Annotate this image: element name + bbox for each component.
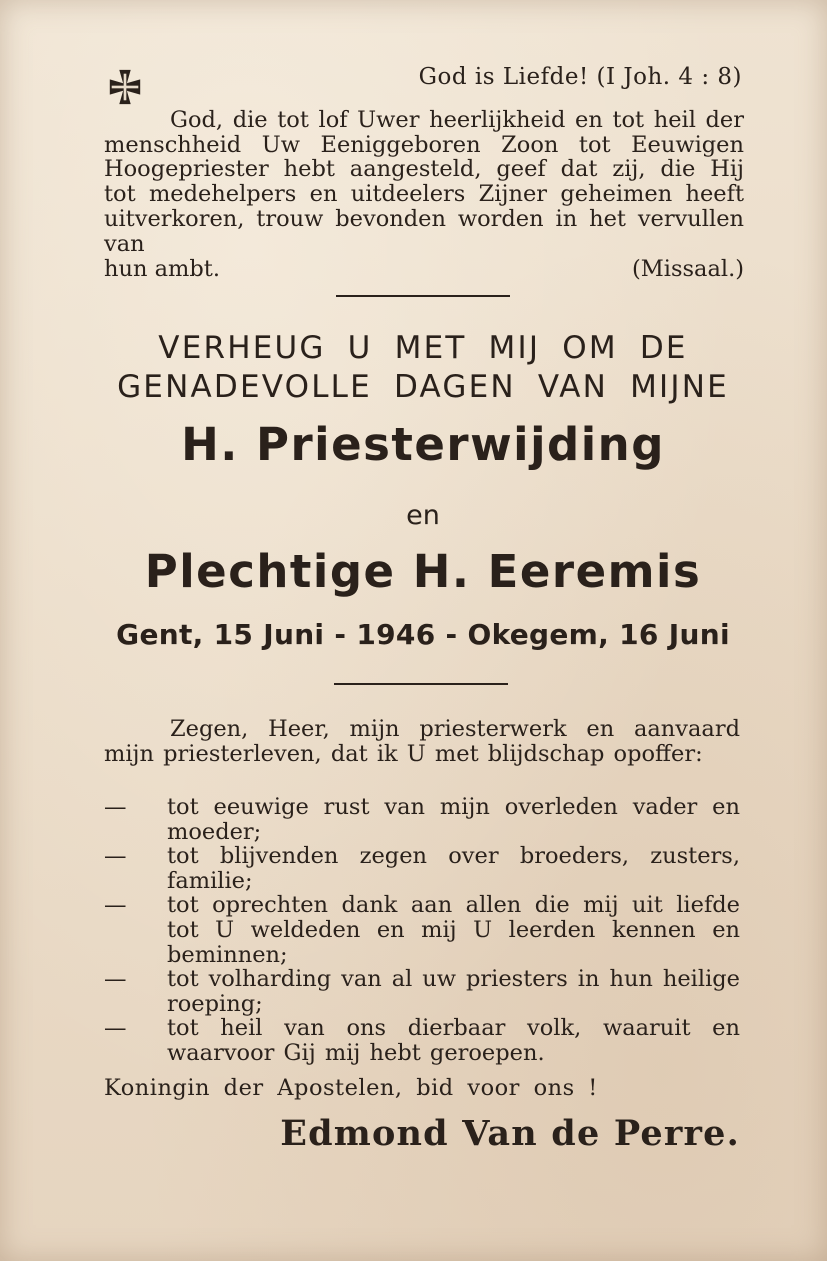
list-item [104, 967, 740, 1016]
missal-prayer: God, die tot lof Uwer heerlijkheid en tot heil der menschheid Uw Eeniggeboren Zoon tot Eeuwigen Hoogepriester hebt aangesteld, geef dat zij, die Hij tot medehelpers en uitdeelers Zijner geheimen heeft uitverkoren, trouw bevonden worden in het vervullen van [104, 107, 744, 257]
list-dash: — [104, 1015, 127, 1042]
list-item [104, 844, 740, 893]
cross-pattee-icon [106, 68, 144, 106]
signature: Edmond Van de Perre. [280, 1113, 740, 1154]
intention-text: tot heil van ons dierbaar volk, waaruit en waarvoor Gij mij hebt geroepen. [167, 1015, 740, 1066]
missal-prayer-ending [104, 257, 744, 282]
conjunction-en: en [406, 500, 440, 531]
intention-text: tot eeuwige rust van mijn overleden vader en moeder; [167, 794, 740, 845]
date-line: Gent, 15 Juni - 1946 - Okegem, 16 Juni [116, 618, 730, 651]
intention-text: tot blijvenden zegen over broeders, zusters, familie; [167, 843, 740, 894]
announcement-line-1: VERHEUG U MET MIJ OM DE [158, 330, 688, 366]
title-ordination: H. Priesterwijding [181, 418, 665, 471]
title-mass: Plechtige H. Eeremis [144, 545, 702, 598]
intention-text: tot volharding van al uw priesters in hun heilige roeping; [167, 966, 740, 1017]
announcement-line-2: GENADEVOLLE DAGEN VAN MIJNE [117, 369, 729, 405]
bible-quote-heading: God is Liefde! (I Joh. 4 : 8) [418, 64, 742, 90]
intention-text: tot oprechten dank aan allen die mij uit liefde tot U weldeden en mij U leerden kennen en beminnen; [167, 892, 740, 968]
list-dash: — [104, 892, 127, 919]
list-item [104, 795, 740, 844]
list-dash: — [104, 843, 127, 870]
intro-prayer: Zegen, Heer, mijn priesterwerk en aanvaard mijn priesterleven, dat ik U met blijdschap opoffer: [104, 716, 740, 767]
list-dash: — [104, 794, 127, 820]
list-item [104, 1016, 740, 1065]
list-item [104, 893, 740, 967]
intentions-list [104, 795, 740, 1066]
prayer-source: (Missaal.) [631, 256, 744, 282]
divider-bottom [334, 683, 508, 685]
divider-top [336, 295, 510, 297]
list-dash: — [104, 966, 127, 993]
closing-invocation: Koningin der Apostelen, bid voor ons ! [104, 1075, 598, 1101]
prayer-end-text: hun ambt. [104, 256, 220, 282]
